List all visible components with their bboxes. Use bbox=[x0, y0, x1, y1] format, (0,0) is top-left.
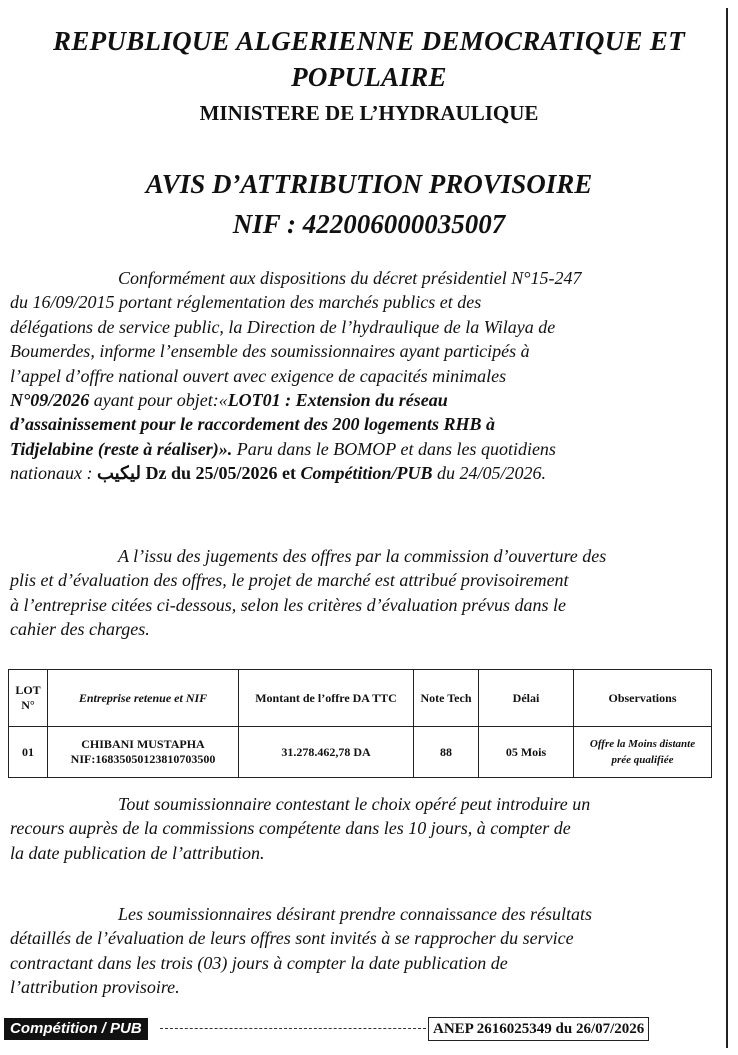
lot-object: LOT01 : Extension du réseau bbox=[227, 390, 448, 411]
para2-line bbox=[10, 544, 702, 568]
cell-lot: 01 bbox=[9, 727, 48, 778]
para1-l6b: ayant pour objet:« bbox=[89, 390, 228, 411]
company-nif: NIF:16835050123810703500 bbox=[70, 752, 216, 766]
para1-l9d: et bbox=[277, 463, 301, 484]
newspaper-date-2: du 24/05/2026. bbox=[432, 463, 546, 484]
para4-line bbox=[10, 902, 702, 926]
para1-l9a: nationaux : bbox=[10, 463, 97, 484]
paragraph-recourse bbox=[10, 792, 702, 865]
cell-montant: 31.278.462,78 DA bbox=[239, 727, 414, 778]
para1-l8b: Paru dans le BOMOP et dans les quotidiens bbox=[232, 438, 556, 459]
header-lot: LOT N° bbox=[9, 670, 48, 727]
ministry-heading: MINISTERE DE L’HYDRAULIQUE bbox=[199, 101, 539, 125]
para4-line: l’attribution provisoire. bbox=[10, 977, 180, 998]
newspaper-arabic: ليكيب bbox=[97, 463, 141, 484]
newspaper-name-2: Compétition/PUB bbox=[300, 463, 433, 484]
para2-l1: A l’issu des jugements des offres par la commission d’ouverture des bbox=[118, 546, 607, 566]
cell-entreprise bbox=[48, 727, 239, 778]
obs-line-1: Offre la Moins distante bbox=[589, 738, 696, 750]
para4-line: contractant dans les trois (03) jours à compter la date publication de bbox=[10, 952, 508, 973]
nif-heading: NIF : 422006000035007 bbox=[232, 209, 506, 239]
para3-line: la date publication de l’attribution. bbox=[10, 842, 265, 863]
header-note: Note Tech bbox=[414, 670, 479, 727]
paragraph-result bbox=[10, 544, 702, 642]
para1-line: Boumerdes, informe l’ensemble des soumissionnaires ayant participés à bbox=[10, 341, 530, 362]
para3-line: recours auprès de la commissions compétente dans les 10 jours, à compter de bbox=[10, 818, 571, 839]
para1-line bbox=[10, 437, 702, 461]
newspaper-date-1: Dz du 25/05/2026 bbox=[140, 463, 278, 484]
para1-line: délégations de service public, la Direction de l’hydraulique de la Wilaya de bbox=[10, 316, 556, 337]
table-row bbox=[9, 727, 712, 778]
paragraph-results-info bbox=[10, 902, 702, 1000]
company-name: CHIBANI MUSTAPHA bbox=[81, 737, 205, 751]
header-entreprise: Entreprise retenue et NIF bbox=[48, 670, 239, 727]
table-header-row bbox=[9, 670, 712, 727]
para1-line: l’appel d’offre national ouvert avec exigence de capacités minimales bbox=[10, 365, 507, 386]
para1-line bbox=[10, 412, 702, 436]
para1-line bbox=[10, 266, 702, 290]
para2-line: cahier des charges. bbox=[10, 619, 150, 640]
cell-delai: 05 Mois bbox=[479, 727, 574, 778]
para3-line bbox=[10, 792, 702, 816]
notice-title: AVIS D’ATTRIBUTION PROVISOIRE bbox=[145, 169, 593, 199]
header-delai: Délai bbox=[479, 670, 574, 727]
publication-badge: Compétition / PUB bbox=[4, 1018, 148, 1040]
para1-line bbox=[10, 461, 702, 485]
para3-l1: Tout soumissionnaire contestant le choix opéré peut introduire un bbox=[118, 794, 591, 814]
tender-number: N°09/2026 bbox=[10, 390, 90, 411]
para1-l1: Conformément aux dispositions du décret présidentiel N°15-247 bbox=[118, 268, 582, 288]
lot-object-cont: d’assainissement pour le raccordement des 200 logements RHB à bbox=[10, 414, 496, 435]
cell-note: 88 bbox=[414, 727, 479, 778]
page-border bbox=[726, 8, 728, 1048]
para1-line bbox=[10, 388, 702, 412]
para2-line: à l’entreprise citées ci-dessous, selon les critères d’évaluation prévus dans le bbox=[10, 594, 567, 615]
attribution-table bbox=[8, 669, 712, 778]
obs-line-2: prée qualifiée bbox=[611, 754, 674, 766]
para1-line: du 16/09/2015 portant réglementation des marchés publics et des bbox=[10, 292, 482, 313]
lot-location: Tidjelabine (reste à réaliser)». bbox=[10, 438, 233, 459]
header-observations: Observations bbox=[574, 670, 712, 727]
republic-heading: REPUBLIQUE ALGERIENNE DEMOCRATIQUE ET bbox=[53, 26, 685, 56]
cell-observations bbox=[574, 727, 712, 778]
para4-line: détaillés de l’évaluation de leurs offres sont invités à se rapprocher du service bbox=[10, 928, 574, 949]
republic-heading-2: POPULAIRE bbox=[291, 62, 447, 92]
header-montant: Montant de l’offre DA TTC bbox=[239, 670, 414, 727]
paragraph-decree bbox=[10, 266, 702, 486]
anep-reference: ANEP 2616025349 du 26/07/2026 bbox=[428, 1017, 649, 1041]
footer-divider bbox=[160, 1028, 426, 1029]
para2-line: plis et d’évaluation des offres, le projet de marché est attribué provisoirement bbox=[10, 570, 569, 591]
para4-l1: Les soumissionnaires désirant prendre connaissance des résultats bbox=[118, 904, 592, 924]
